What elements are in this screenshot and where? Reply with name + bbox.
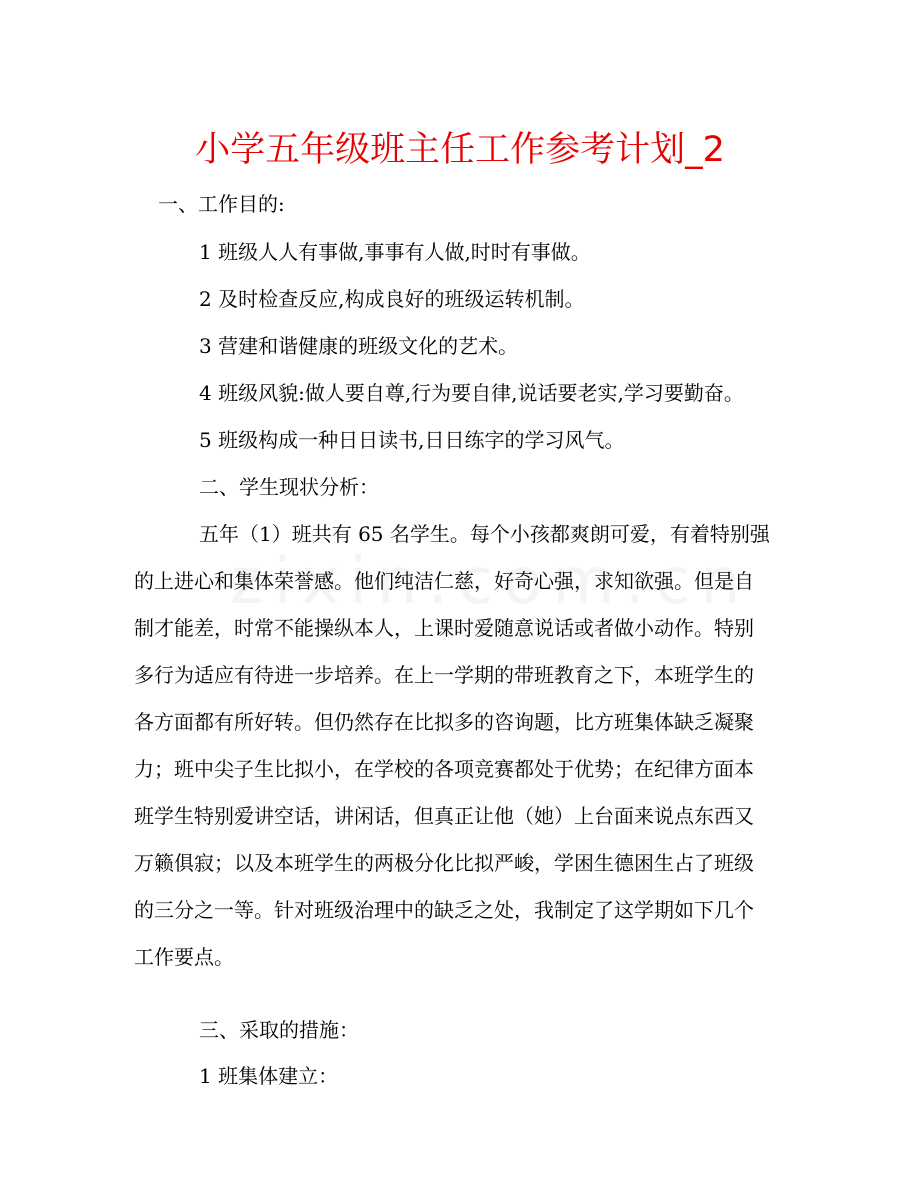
paragraph-line: 制才能差，时常不能操纵本人，上课时爱随意说话或者做小动作。特别	[134, 616, 754, 640]
goal-item: 2 及时检查反应,构成良好的班级运转机制。	[199, 287, 585, 311]
paragraph-line: 工作要点。	[134, 945, 234, 969]
section-heading-analysis: 二、学生现状分析：	[199, 475, 379, 499]
paragraph-line: 的三分之一等。针对班级治理中的缺乏之处，我制定了这学期如下几个	[134, 898, 754, 922]
goal-item: 1 班级人人有事做,事事有人做,时时有事做。	[199, 240, 591, 264]
section-heading-goals: 一、工作目的:	[158, 192, 285, 216]
paragraph-line: 多行为适应有待进一步培养。在上一学期的带班教育之下，本班学生的	[134, 663, 754, 687]
measure-item: 1 班集体建立：	[199, 1064, 339, 1088]
paragraph-line: 五年（1）班共有 65 名学生。每个小孩都爽朗可爱，有着特别强	[199, 522, 770, 546]
document-title: 小学五年级班主任工作参考计划_2	[195, 130, 725, 170]
paragraph-line: 力；班中尖子生比拟小，在学校的各项竞赛都处于优势；在纪律方面本	[134, 757, 754, 781]
paragraph-line: 各方面都有所好转。但仍然存在比拟多的咨询题，比方班集体缺乏凝聚	[134, 710, 754, 734]
goal-item: 3 营建和谐健康的班级文化的艺术。	[199, 334, 519, 358]
goal-item: 5 班级构成一种日日读书,日日练字的学习风气。	[199, 428, 625, 452]
paragraph-line: 万籁俱寂；以及本班学生的两极分化比拟严峻，学困生德困生占了班级	[134, 851, 754, 875]
paragraph-line: 的上进心和集体荣誉感。他们纯洁仁慈，好奇心强，求知欲强。但是自	[134, 569, 754, 593]
paragraph-line: 班学生特别爱讲空话，讲闲话，但真正让他（她）上台面来说点东西又	[134, 804, 754, 828]
section-heading-measures: 三、采取的措施：	[199, 1018, 359, 1042]
goal-item: 4 班级风貌:做人要自尊,行为要自律,说话要老实,学习要勤奋。	[199, 381, 744, 405]
